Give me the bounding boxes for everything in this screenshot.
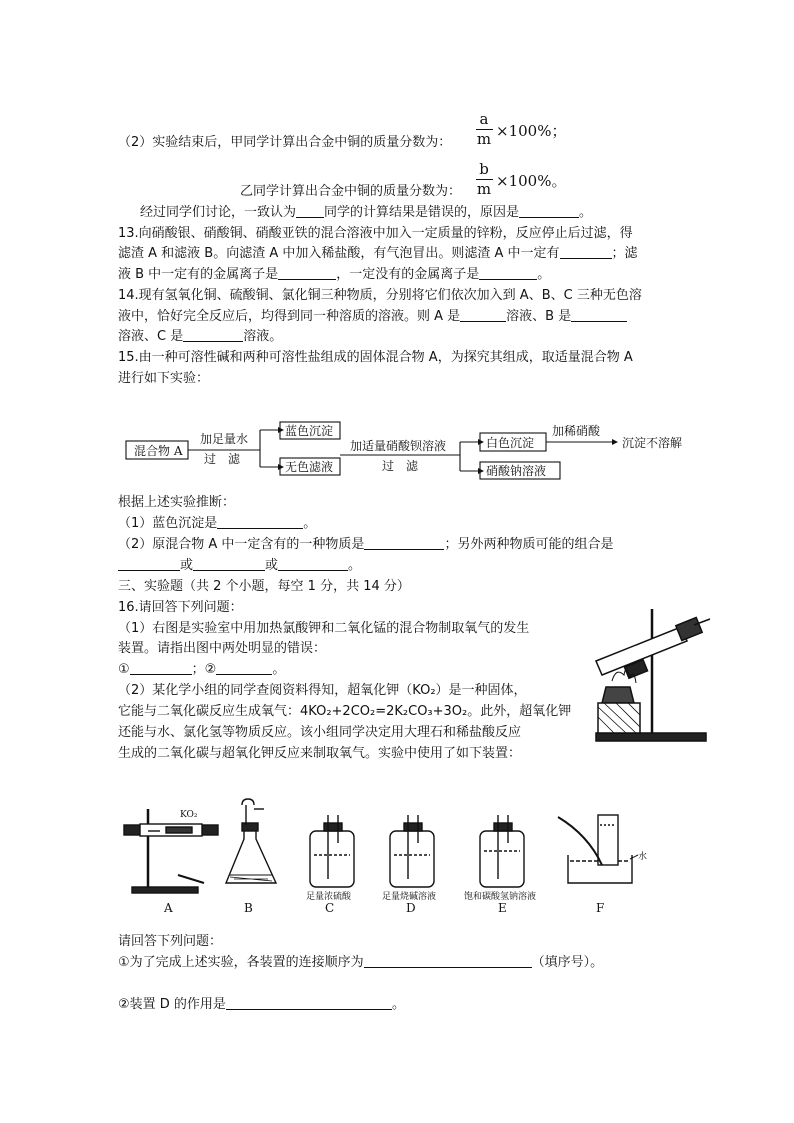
q15-or2: 或 bbox=[265, 558, 279, 573]
label-e-reagent: 饱和碳酸氢钠溶液 bbox=[464, 892, 537, 902]
label-white-precipitate: 白色沉淀 bbox=[486, 436, 535, 450]
discussion-c: 。 bbox=[579, 205, 593, 220]
apparatus-row bbox=[118, 795, 658, 920]
blank-q16-order[interactable] bbox=[364, 954, 532, 968]
alcohol-lamp bbox=[602, 687, 634, 703]
label-b: B bbox=[244, 901, 253, 915]
q15-s2b: ；另外两种物质可能的组合是 bbox=[444, 537, 614, 552]
q16-r1 bbox=[118, 954, 603, 972]
q16-r1a: ①为了完成上述实验，各装置的连接顺序为 bbox=[118, 955, 364, 970]
label-step2-top: 加适量硝酸钡溶液 bbox=[350, 439, 447, 453]
q15-combos bbox=[118, 557, 361, 575]
stand-base bbox=[596, 733, 706, 741]
blank-q13-residue[interactable] bbox=[560, 245, 612, 259]
label-c-reagent: 足量浓硫酸 bbox=[306, 892, 352, 902]
blank-q15-combo2[interactable] bbox=[193, 557, 265, 571]
formula-yi-denominator: m bbox=[476, 180, 492, 198]
blank-q13-ions-absent[interactable] bbox=[479, 266, 537, 280]
apparatus-a bbox=[124, 809, 218, 893]
blank-q14-c[interactable] bbox=[183, 328, 243, 342]
q14-line2 bbox=[118, 308, 627, 326]
label-a: A bbox=[164, 901, 173, 915]
label-step2-bottom: 过 滤 bbox=[382, 459, 419, 473]
q15-s2a: （2）原混合物 A 中一定含有的一种物质是 bbox=[118, 537, 365, 552]
formula-yi-rest: ×100%。 bbox=[496, 172, 567, 190]
q15-line1: 15.由一种可溶性碱和两种可溶性盐组成的固体混合物 A，为探究其组成，取适量混合物 A bbox=[118, 350, 633, 365]
section3-title: 三、实验题（共 2 个小题，每空 1 分，共 14 分） bbox=[118, 579, 410, 594]
part2-line1: （2）实验结束后，甲同学计算出合金中铜的质量分数为： bbox=[118, 135, 452, 150]
label-sodium-nitrate: 硝酸钠溶液 bbox=[486, 464, 547, 478]
blank-q15-blue[interactable] bbox=[217, 515, 303, 529]
q14-line3 bbox=[118, 328, 282, 346]
q13-l3c: 。 bbox=[537, 267, 551, 282]
q15-sub1 bbox=[118, 515, 316, 533]
q16-errors bbox=[118, 661, 285, 679]
q16-sep: ；② bbox=[191, 662, 217, 677]
label-f: F bbox=[596, 901, 605, 915]
q15-s1a: （1）蓝色沉淀是 bbox=[118, 516, 218, 531]
blank-reason[interactable] bbox=[519, 204, 579, 218]
q14-l3b: 溶液。 bbox=[243, 329, 283, 344]
discussion-a: 经过同学们讨论，一致认为 bbox=[140, 205, 297, 220]
label-e: E bbox=[498, 901, 507, 915]
label-water: 水 bbox=[638, 852, 648, 862]
blank-student[interactable] bbox=[296, 204, 324, 218]
formula-yi-numerator: b bbox=[479, 160, 489, 178]
apparatus-f bbox=[558, 815, 638, 883]
q13-line3 bbox=[118, 266, 550, 284]
label-blue-precipitate: 蓝色沉淀 bbox=[285, 424, 334, 438]
q15-sub2 bbox=[118, 536, 613, 554]
blank-q15-combo1[interactable] bbox=[118, 557, 180, 571]
label-d-reagent: 足量烧碱溶液 bbox=[382, 892, 437, 902]
q16-line1: 16.请回答下列问题： bbox=[118, 600, 243, 615]
q15-infer: 根据上述实验推断： bbox=[118, 495, 236, 510]
q15-s1b: 。 bbox=[303, 516, 317, 531]
blank-q15-certain[interactable] bbox=[364, 536, 444, 550]
blank-q16-error1[interactable] bbox=[130, 661, 192, 675]
q13-line2 bbox=[118, 245, 638, 263]
kclo3-heating-apparatus bbox=[586, 603, 716, 745]
q16-p2d: 生成的二氧化碳与超氧化钾反应来制取氧气。实验中使用了如下装置： bbox=[118, 746, 522, 761]
q15-or1: 或 bbox=[180, 558, 194, 573]
formula-jia-numerator: a bbox=[479, 110, 489, 128]
q13-l2b: ；滤 bbox=[611, 246, 638, 261]
q16-ask: 请回答下列问题： bbox=[118, 934, 223, 949]
q13-line1: 13.向硝酸银、硝酸铜、硝酸亚铁的混合溶液中加入一定质量的锌粉，反应停止后过滤，得 bbox=[118, 226, 633, 241]
formula-jia-denominator: m bbox=[476, 130, 492, 148]
apparatus-c bbox=[310, 815, 354, 887]
q16-p1a: （1）右图是实验室中用加热氯酸钾和二氧化锰的混合物制取氧气的发生 bbox=[118, 621, 530, 636]
apparatus-b bbox=[226, 799, 276, 883]
q15-line2: 进行如下实验： bbox=[118, 371, 210, 386]
label-step1-top: 加足量水 bbox=[200, 432, 249, 446]
tube-stopper bbox=[676, 617, 702, 640]
label-colorless-filtrate: 无色滤液 bbox=[285, 460, 334, 474]
wooden-block bbox=[598, 703, 640, 733]
blank-q16-error2[interactable] bbox=[216, 661, 272, 675]
q16-p2c: 还能与水、氯化氢等物质反应。该小组同学决定用大理石和稀盐酸反应 bbox=[118, 725, 522, 740]
q14-l2a: 液中，恰好完全反应后，均得到同一种溶质的溶液。则 A 是 bbox=[118, 309, 461, 324]
label-d: D bbox=[406, 901, 416, 915]
apparatus-d bbox=[390, 815, 434, 887]
q15-flowchart bbox=[120, 415, 720, 490]
q16-end1: 。 bbox=[272, 662, 286, 677]
label-mixture-a: 混合物 A bbox=[134, 444, 183, 458]
blank-q14-b[interactable] bbox=[571, 308, 627, 322]
q16-r2a: ②装置 D 的作用是 bbox=[118, 997, 226, 1012]
label-result: 沉淀不溶解 bbox=[622, 436, 683, 450]
q16-r2b: 。 bbox=[391, 997, 405, 1012]
q13-l3b: ，一定没有的金属离子是 bbox=[336, 267, 480, 282]
blank-q14-a[interactable] bbox=[460, 308, 506, 322]
q14-l3a: 溶液、C 是 bbox=[118, 329, 184, 344]
discussion-b: 同学的计算结果是错误的，原因是 bbox=[324, 205, 520, 220]
label-step3-top: 加稀硝酸 bbox=[552, 424, 601, 438]
blank-q15-combo3[interactable] bbox=[278, 557, 348, 571]
q14-line1: 14.现有氢氧化铜、硫酸铜、氯化铜三种物质，分别将它们依次加入到 A、B、C 三种无色溶 bbox=[118, 288, 642, 303]
q16-c1: ① bbox=[118, 662, 130, 677]
label-step1-bottom: 过 滤 bbox=[204, 452, 241, 466]
apparatus-e bbox=[480, 815, 524, 887]
q16-r1b: （填序号）。 bbox=[531, 955, 604, 970]
blank-q13-ions-present[interactable] bbox=[278, 266, 336, 280]
label-ko2: KO₂ bbox=[180, 810, 198, 820]
blank-q16-device-d[interactable] bbox=[226, 996, 392, 1010]
q14-l2b: 溶液、B 是 bbox=[506, 309, 572, 324]
q16-p2a: （2）某化学小组的同学查阅资料得知，超氧化钾（KO₂）是一种固体， bbox=[118, 683, 527, 698]
q16-r2 bbox=[118, 996, 405, 1014]
ko2-sample bbox=[166, 827, 192, 833]
q16-p1b: 装置。请指出图中两处明显的错误： bbox=[118, 641, 327, 656]
q16-p2b: 它能与二氧化碳反应生成氧气：4KO₂+2CO₂=2K₂CO₃+3O₂。此外，超氧化钾 bbox=[118, 704, 572, 719]
q15-end: 。 bbox=[348, 558, 362, 573]
discussion-line bbox=[140, 204, 592, 222]
q13-l3a: 液 B 中一定有的金属离子是 bbox=[118, 267, 279, 282]
formula-jia-rest: ×100%； bbox=[496, 122, 567, 140]
label-c: C bbox=[325, 901, 335, 915]
part2-line2: 乙同学计算出合金中铜的质量分数为： bbox=[240, 184, 462, 199]
q13-l2a: 滤渣 A 和滤液 B。向滤渣 A 中加入稀盐酸，有气泡冒出。则滤渣 A 中一定有 bbox=[118, 246, 560, 261]
